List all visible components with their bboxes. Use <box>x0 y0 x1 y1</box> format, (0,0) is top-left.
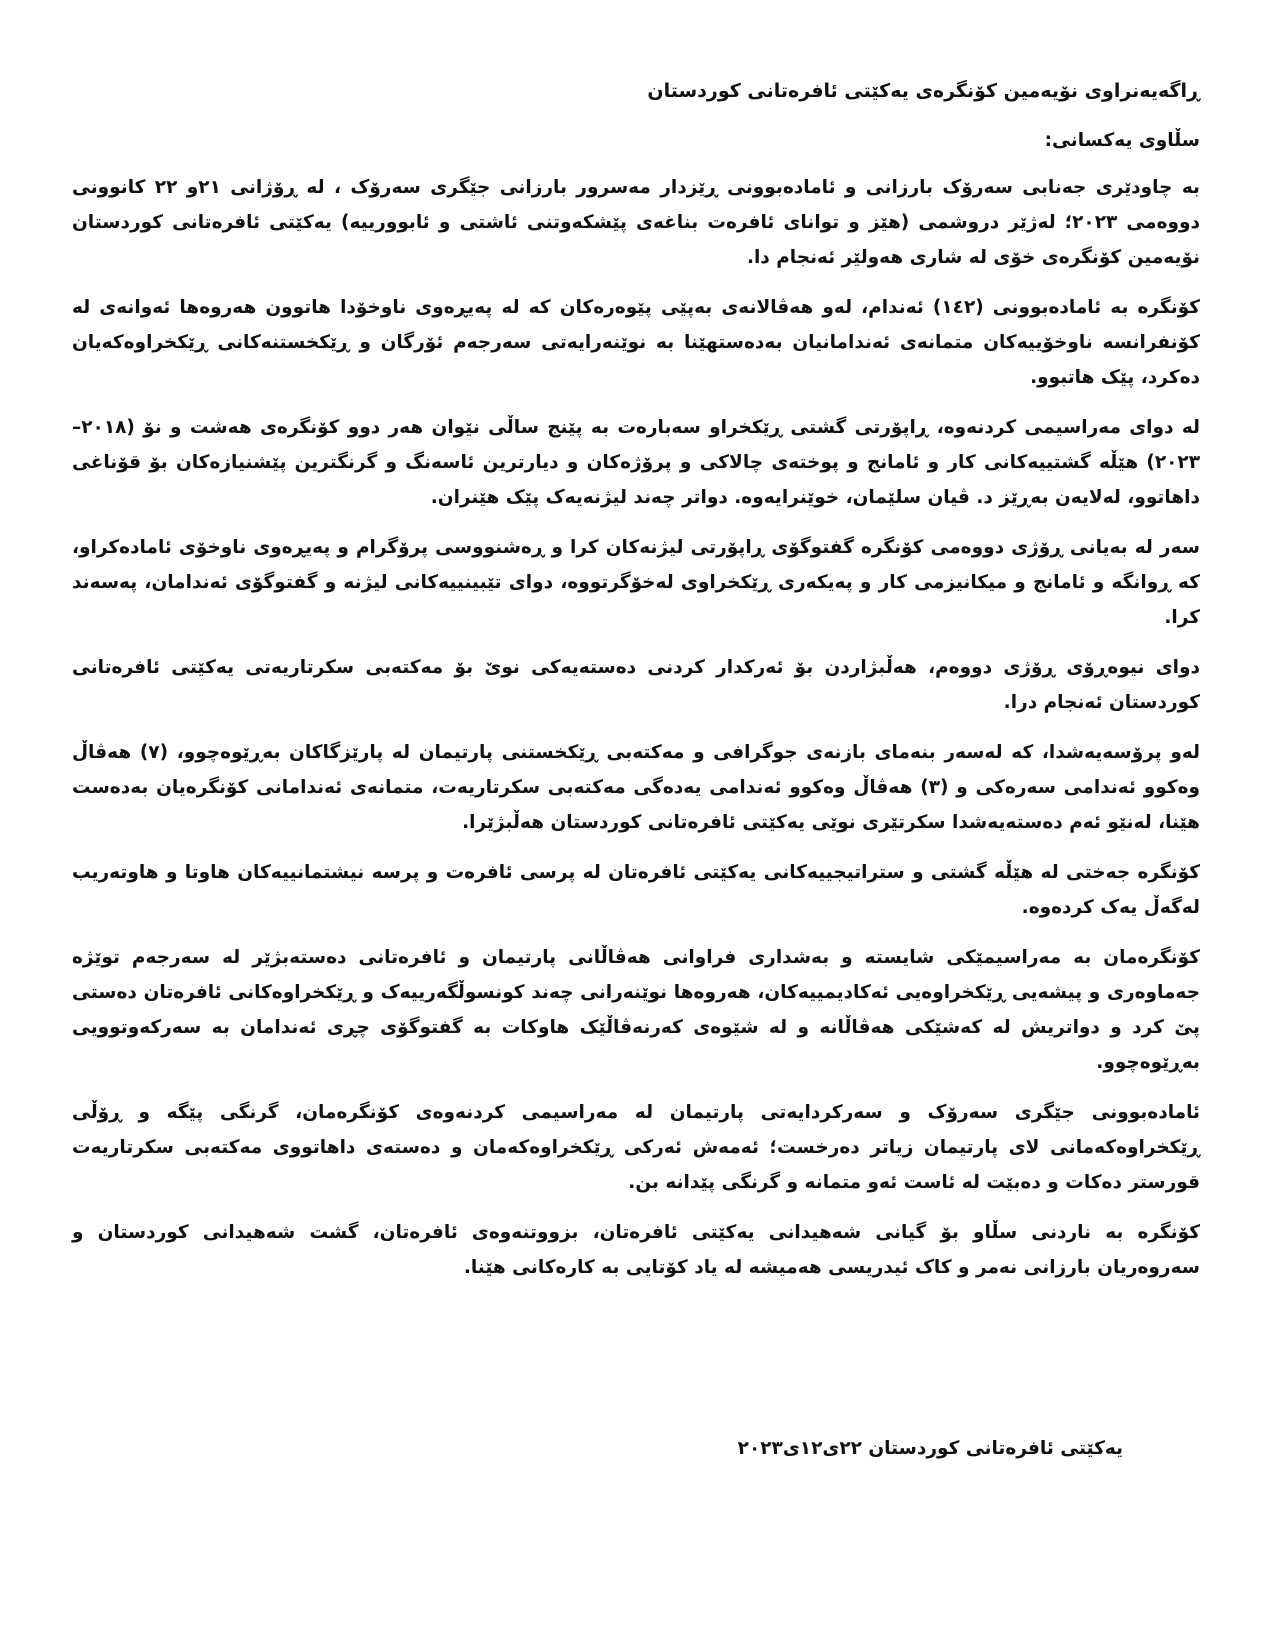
document-title: ڕاگەیەنراوی نۆیەمین کۆنگرەی یەکێتی ئافرەتانی کوردستان <box>647 80 1200 102</box>
statement-document <box>72 74 1200 1300</box>
paragraph: کۆنگرەمان بە مەراسیمێکی شایستە و بەشداری فراوانی هەڤاڵانی پارتیمان و ئافرەتانی دەستەبژێر لە سەرجەم توێژە جەماوەری و پیشەیی ڕێکخراوەیی ئەکادیمییەکان، هەروەها نوێنەرانی چەند کونسوڵگەرییەک و ڕێکخراوەکانی ئافرەتان دەستی پێ کرد و دواتریش لە کەشێکی هەڤاڵانە و لە شێوەی کەرنەڤاڵێک هاوکات بە گفتوگۆی چڕی ئەندامان بە سەرکەوتوویی بەڕێوەچوو. <box>72 947 1200 1073</box>
signature-line: یەکێتی ئافرەتانی کوردستان ٢٢ی١٢ی٢٠٢٣ <box>737 1438 1123 1459</box>
paragraph: لەو پرۆسەیەشدا، کە لەسەر بنەمای بازنەی جوگرافی و مەکتەبی ڕێکخستنی پارتیمان لە پارێزگاکان بەڕێوەچوو، (٧) هەڤاڵ وەکوو ئەندامی سەرەکی و (٣) هەڤاڵ وەکوو ئەندامی یەدەگی مەکتەبی سکرتاریەت، متمانەی ئەندامانی کۆنگرەیان بەدەست هێنا، لەنێو ئەم دەستەیەشدا سکرتێری نوێی یەکێتی ئافرەتانی کوردستان هەڵبژێرا. <box>72 742 1201 833</box>
paragraph: کۆنگرە جەختی لە هێڵە گشتی و ستراتیجییەکانی یەکێتی ئافرەتان لە پرسی ئافرەت و پرسە نیشتمانییەکان هاوتا و هاوتەریب لەگەڵ یەک کردەوە. <box>72 862 1200 918</box>
paragraph: ئامادەبوونی جێگری سەرۆک و سەرکردایەتی پارتیمان لە مەراسیمی کردنەوەی کۆنگرەمان، گرنگی پێگە و ڕۆڵی ڕێکخراوەکەمانی لای پارتیمان زیاتر دەرخست؛ ئەمەش ئەرکی ڕێکخراوەکەمان و دەستەی داهاتووی مەکتەبی سکرتاریەت قورستر دەکات و دەبێت لە ئاست ئەو متمانە و گرنگی پێدانە بن. <box>72 1102 1200 1193</box>
paragraph: کۆنگرە بە ئامادەبوونی (١٤٢) ئەندام، لەو هەڤالانەی بەپێی پێوەرەکان کە لە پەیڕەوی ناوخۆدا هاتوون هەروەها ئەوانەی لە کۆنفرانسە ناوخۆییەکان متمانەی ئەندامانیان بەدەستهێنا بە نوێنەرایەتی سەرجەم ئۆرگان و ڕێکخستنەکانی ڕێکخراوەکەیان دەکرد، پێک هاتبوو. <box>72 297 1200 388</box>
paragraph: کۆنگرە بە ناردنی سڵاو بۆ گیانی شەهیدانی یەکێتی ئافرەتان، بزووتنەوەی ئافرەتان، گشت شەهیدانی کوردستان و سەروەریان بارزانی نەمر و کاک ئیدریسی هەمیشە لە یاد کۆتایی بە کارەکانی هێنا. <box>72 1222 1200 1278</box>
paragraph: دوای نیوەڕۆی ڕۆژی دووەم، هەڵبژاردن بۆ ئەرکدار کردنی دەستەیەکی نوێ بۆ مەکتەبی سکرتاریەتی یەکێتی ئافرەتانی کوردستان ئەنجام درا. <box>72 657 1200 713</box>
paragraph: لە دوای مەراسیمی کردنەوە، ڕاپۆرتی گشتی ڕێکخراو سەبارەت بە پێنج ساڵی نێوان هەر دوو کۆنگرەی هەشت و نۆ (٢٠١٨–٢٠٢٣) هێڵە گشتییەکانی کار و ئامانج و پوختەی چالاکی و پرۆژەکان و دیارترین ئاسەنگ و گرنگترین پێشنیازەکان بۆ قۆناغی داهاتوو، لەلایەن بەڕێز د. ڤیان سلێمان، خوێنرایەوە. دواتر چەند لیژنەیەک پێک هێنران. <box>72 417 1200 508</box>
paragraph: سەر لە بەیانی ڕۆژی دووەمی کۆنگرە گفتوگۆی ڕاپۆرتی لیژنەکان کرا و ڕەشنووسی پرۆگرام و پەیڕەوی ناوخۆی ئامادەکراو، کە ڕوانگە و ئامانج و میکانیزمی کار و پەیکەری ڕێکخراوی لەخۆگرتووە، دوای تێبینییەکانی لیژنە و گفتوگۆی ئەندامان، پەسەند کرا. <box>72 537 1200 628</box>
greeting: سڵاوی یەکسانی: <box>1044 130 1200 151</box>
paragraph: بە چاودێری جەنابی سەرۆک بارزانی و ئامادەبوونی ڕێزدار مەسرور بارزانی جێگری سەرۆک ، لە ڕۆژانی ٢١و ٢٢ کانوونی دووەمی ٢٠٢٣؛ لەژێر دروشمی (هێز و توانای ئافرەت بناغەی پێشکەوتنی ئاشتی و ئابوورییە) یەکێتی ئافرەتانی کوردستان نۆیەمین کۆنگرەی خۆی لە شاری هەولێر ئەنجام دا. <box>72 177 1200 268</box>
